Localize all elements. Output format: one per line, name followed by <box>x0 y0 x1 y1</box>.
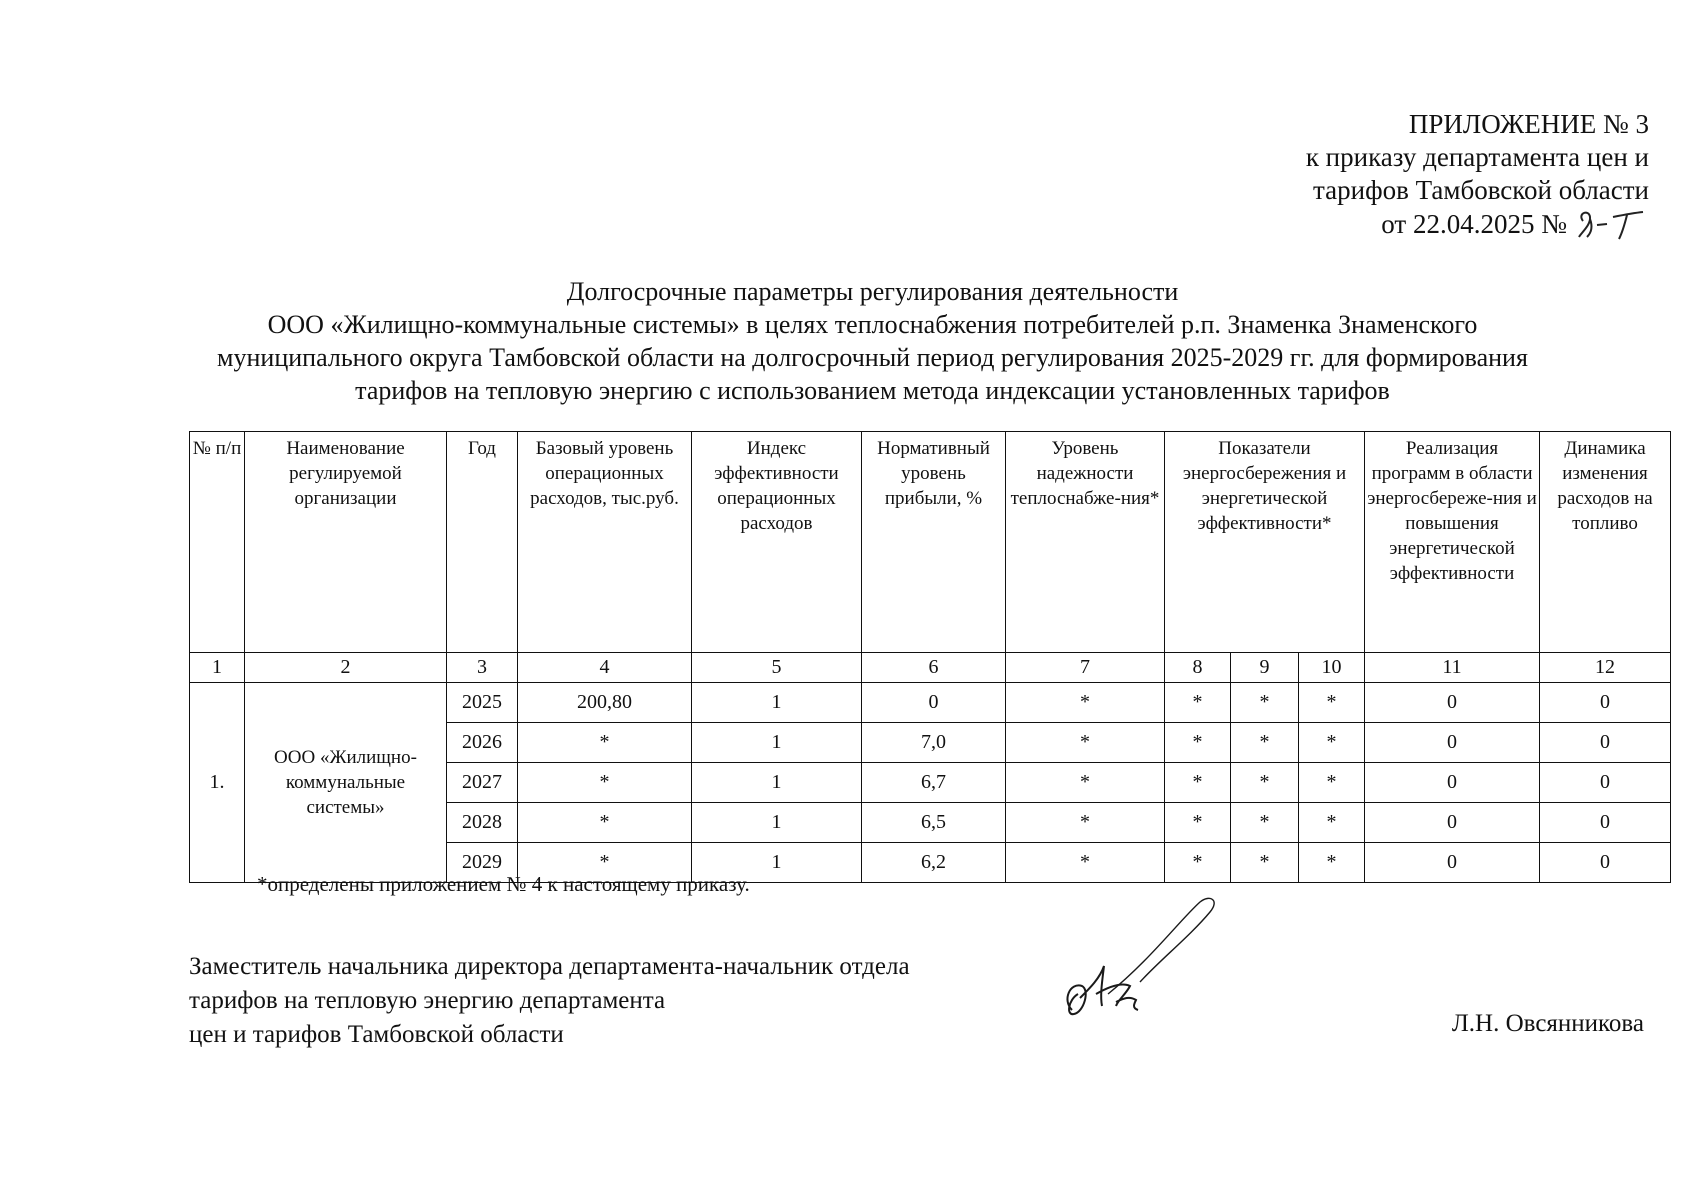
reliability-cell: * <box>1006 723 1165 763</box>
efficiency-index-cell: 1 <box>692 803 862 843</box>
parameters-table <box>189 431 1671 883</box>
footnote: *определены приложением № 4 к настоящему приказу. <box>257 872 750 896</box>
column-number: 6 <box>862 653 1006 683</box>
energy-indicator-cell: * <box>1231 723 1299 763</box>
header-fuel-dynamics: Динамика изменения расходов на топливо <box>1540 432 1671 653</box>
year-cell: 2027 <box>447 763 518 803</box>
table-row <box>190 683 1671 723</box>
energy-indicator-cell: * <box>1231 803 1299 843</box>
year-cell: 2028 <box>447 803 518 843</box>
column-number: 9 <box>1231 653 1299 683</box>
header-profit: Нормативный уровень прибыли, % <box>862 432 1006 653</box>
signature-block <box>189 950 910 1052</box>
appendix-line-2: тарифов Тамбовской области <box>1313 175 1649 205</box>
energy-indicator-cell: * <box>1165 683 1231 723</box>
appendix-header <box>1129 108 1649 241</box>
programs-cell: 0 <box>1365 683 1540 723</box>
document-title <box>150 275 1595 407</box>
efficiency-index-cell: 1 <box>692 843 862 883</box>
header-num: № п/п <box>190 432 245 653</box>
year-cell: 2026 <box>447 723 518 763</box>
base-opex-cell: 200,80 <box>518 683 692 723</box>
fuel-dynamics-cell: 0 <box>1540 723 1671 763</box>
programs-cell: 0 <box>1365 763 1540 803</box>
energy-indicator-cell: * <box>1231 843 1299 883</box>
order-date-line <box>1129 207 1649 241</box>
header-efficiency-index: Индекс эффективности операционных расходов <box>692 432 862 653</box>
header-programs: Реализация программ в области энергосбереже-ния и повышения энергетической эффективности <box>1365 432 1540 653</box>
profit-cell: 6,5 <box>862 803 1006 843</box>
column-number: 3 <box>447 653 518 683</box>
title-line-3: муниципального округа Тамбовской области на долгосрочный период регулирования 2025-2029 гг. для формирования <box>217 343 1528 372</box>
efficiency-index-cell: 1 <box>692 763 862 803</box>
appendix-title: ПРИЛОЖЕНИЕ № 3 <box>1408 109 1649 139</box>
profit-cell: 6,2 <box>862 843 1006 883</box>
energy-indicator-cell: * <box>1165 843 1231 883</box>
handwritten-signature <box>1060 890 1260 1040</box>
column-number: 2 <box>245 653 447 683</box>
column-number: 5 <box>692 653 862 683</box>
reliability-cell: * <box>1006 843 1165 883</box>
reliability-cell: * <box>1006 763 1165 803</box>
programs-cell: 0 <box>1365 843 1540 883</box>
profit-cell: 7,0 <box>862 723 1006 763</box>
header-org: Наименование регулируемой организации <box>245 432 447 653</box>
row-index: 1. <box>190 683 245 883</box>
header-year: Год <box>447 432 518 653</box>
header-energy-indicators: Показатели энергосбережения и энергетической эффективности* <box>1165 432 1365 653</box>
column-number: 10 <box>1299 653 1365 683</box>
reliability-cell: * <box>1006 683 1165 723</box>
column-number: 12 <box>1540 653 1671 683</box>
column-number: 1 <box>190 653 245 683</box>
fuel-dynamics-cell: 0 <box>1540 803 1671 843</box>
fuel-dynamics-cell: 0 <box>1540 763 1671 803</box>
column-number: 11 <box>1365 653 1540 683</box>
base-opex-cell: * <box>518 843 692 883</box>
column-number: 7 <box>1006 653 1165 683</box>
signer-name: Л.Н. Овсянникова <box>1451 1010 1644 1037</box>
title-line-2: ООО «Жилищно-коммунальные системы» в целях теплоснабжения потребителей р.п. Знаменка Знаменского <box>267 310 1478 339</box>
year-cell: 2025 <box>447 683 518 723</box>
energy-indicator-cell: * <box>1299 763 1365 803</box>
base-opex-cell: * <box>518 803 692 843</box>
column-number: 8 <box>1165 653 1231 683</box>
base-opex-cell: * <box>518 723 692 763</box>
organization-name: ООО «Жилищно-коммунальные системы» <box>245 683 447 883</box>
header-base-opex: Базовый уровень операционных расходов, тыс.руб. <box>518 432 692 653</box>
energy-indicator-cell: * <box>1231 763 1299 803</box>
energy-indicator-cell: * <box>1299 723 1365 763</box>
efficiency-index-cell: 1 <box>692 723 862 763</box>
programs-cell: 0 <box>1365 803 1540 843</box>
column-number-row <box>190 653 1671 683</box>
fuel-dynamics-cell: 0 <box>1540 843 1671 883</box>
signer-position-line-1: Заместитель начальника директора департамента-начальник отдела <box>189 953 910 980</box>
title-line-4: тарифов на тепловую энергию с использованием метода индексации установленных тарифов <box>355 376 1390 405</box>
energy-indicator-cell: * <box>1299 683 1365 723</box>
signer-position-line-3: цен и тарифов Тамбовской области <box>189 1021 564 1048</box>
efficiency-index-cell: 1 <box>692 683 862 723</box>
header-row <box>190 432 1671 653</box>
appendix-line-1: к приказу департамента цен и <box>1305 142 1649 172</box>
signer-position-line-2: тарифов на тепловую энергию департамента <box>189 987 666 1014</box>
energy-indicator-cell: * <box>1231 683 1299 723</box>
header-reliability: Уровень надежности теплоснабже-ния* <box>1006 432 1165 653</box>
year-cell: 2029 <box>447 843 518 883</box>
profit-cell: 0 <box>862 683 1006 723</box>
column-number: 4 <box>518 653 692 683</box>
base-opex-cell: * <box>518 763 692 803</box>
handwritten-order-number <box>1573 207 1649 241</box>
reliability-cell: * <box>1006 803 1165 843</box>
energy-indicator-cell: * <box>1165 763 1231 803</box>
order-date: от 22.04.2025 № <box>1381 209 1567 239</box>
energy-indicator-cell: * <box>1165 803 1231 843</box>
energy-indicator-cell: * <box>1165 723 1231 763</box>
energy-indicator-cell: * <box>1299 843 1365 883</box>
programs-cell: 0 <box>1365 723 1540 763</box>
fuel-dynamics-cell: 0 <box>1540 683 1671 723</box>
profit-cell: 6,7 <box>862 763 1006 803</box>
energy-indicator-cell: * <box>1299 803 1365 843</box>
title-line-1: Долгосрочные параметры регулирования деятельности <box>566 277 1179 306</box>
